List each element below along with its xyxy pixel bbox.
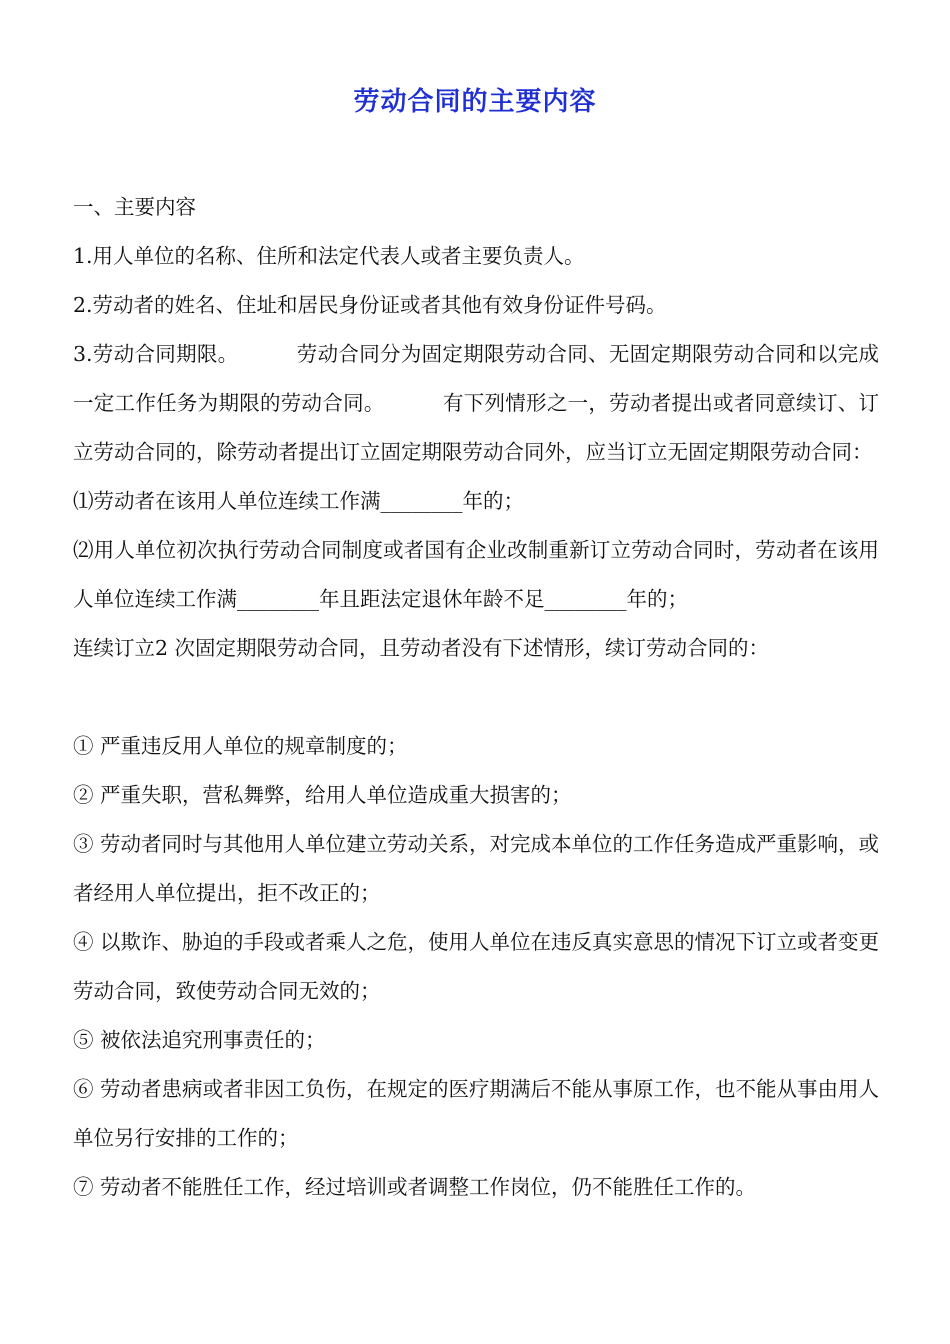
blank-line — [73, 673, 879, 722]
circumstance-4: ④ 以欺诈、胁迫的手段或者乘人之危，使用人单位在违反真实意思的情况下订立或者变更劳动合同，致使劳动合同无效的； — [73, 930, 880, 1003]
item-2: 2.劳动者的姓名、住址和居民身份证或者其他有效身份证件号码。 — [73, 293, 667, 317]
circumstance-5: ⑤ 被依法追究刑事责任的； — [73, 1028, 326, 1052]
item-3 — [73, 330, 879, 477]
item-3-contract-types: 劳动合同分为固定期限劳动合同、无固定期限劳动合同和以完成一定工作任务为期限的劳动合同。 — [73, 342, 880, 415]
section-heading: 一、主要内容 — [73, 195, 196, 219]
item-1: 1.用人单位的名称、住所和法定代表人或者主要负责人。 — [73, 244, 585, 268]
circumstance-7: ⑦ 劳动者不能胜任工作，经过培训或者调整工作岗位，仍不能胜任工作的。 — [73, 1175, 757, 1199]
item-3-heading: 3.劳动合同期限。 — [73, 342, 239, 366]
condition-1: ⑴劳动者在该用人单位连续工作满________年的； — [73, 489, 524, 513]
condition-2: ⑵用人单位初次执行劳动合同制度或者国有企业改制重新订立劳动合同时，劳动者在该用人单位连续工作满________年且距法定退休年龄不足________年的； — [73, 538, 879, 611]
document-body — [73, 183, 879, 1212]
circumstance-2: ② 严重失职，营私舞弊，给用人单位造成重大损害的； — [73, 783, 572, 807]
circumstance-6: ⑥ 劳动者患病或者非因工负伤，在规定的医疗期满后不能从事原工作，也不能从事由用人单位另行安排的工作的； — [73, 1077, 880, 1150]
circumstance-3: ③ 劳动者同时与其他用人单位建立劳动关系，对完成本单位的工作任务造成严重影响，或者经用人单位提出，拒不改正的； — [73, 832, 880, 905]
circumstance-1: ① 严重违反用人单位的规章制度的； — [73, 734, 408, 758]
item-3-open-term-conditions: 有下列情形之一，劳动者提出或者同意续订、订立劳动合同的，除劳动者提出订立固定期限劳动合同外，应当订立无固定期限劳动合同： — [73, 391, 880, 464]
document-title: 劳动合同的主要内容 — [353, 87, 597, 117]
condition-3: 连续订立2 次固定期限劳动合同，且劳动者没有下述情形，续订劳动合同的： — [73, 636, 770, 660]
